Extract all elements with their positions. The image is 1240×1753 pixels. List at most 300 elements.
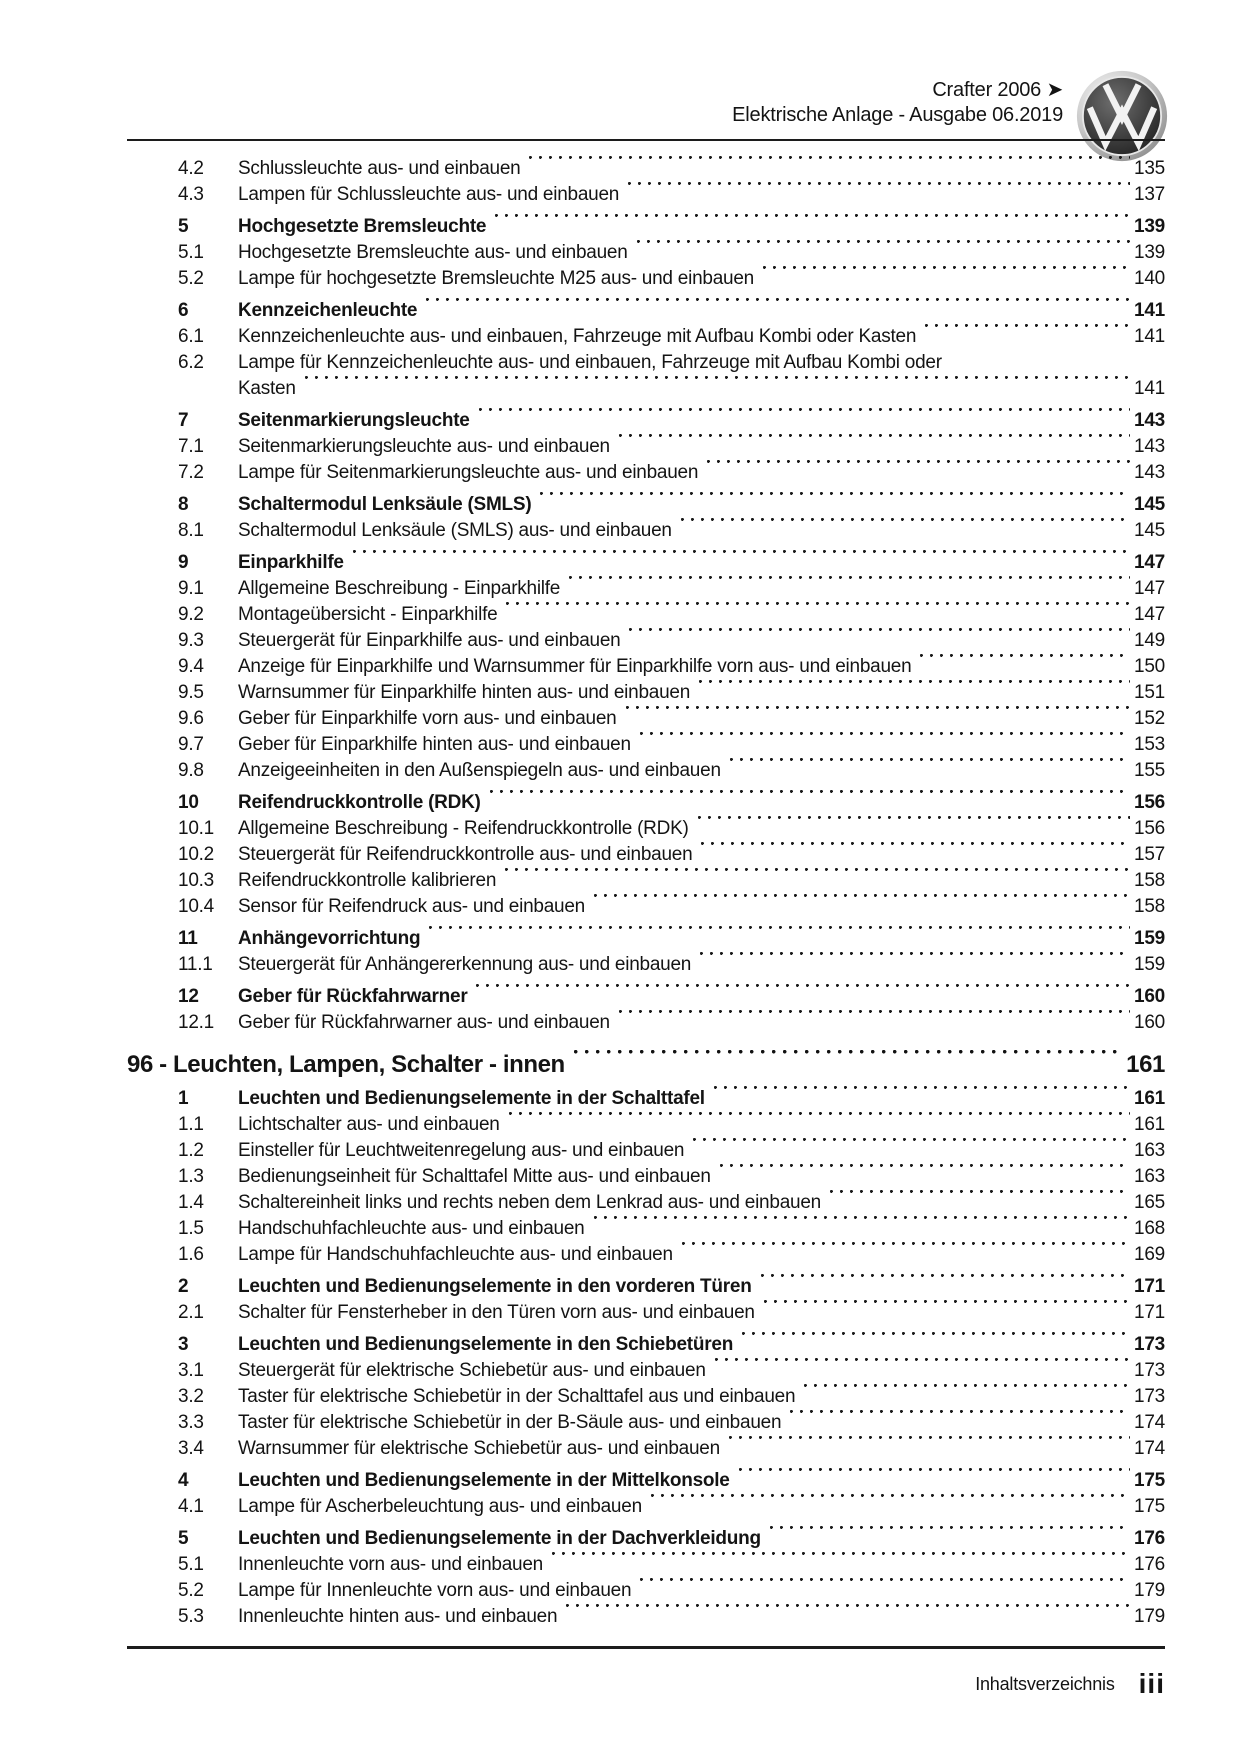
toc-entry-title: Lampe für Innenleuchte vorn aus- und einbauen [238,1580,632,1601]
toc-entry-number: 1.2 [178,1140,204,1161]
toc-entry-title-cont: Kasten [238,378,296,399]
toc-entry-title: Hochgesetzte Bremsleuchte [238,216,487,237]
dot-leader [830,1190,1130,1216]
dot-leader [761,1274,1131,1300]
toc-entry-body [238,1578,1165,1604]
toc-row [127,732,1165,758]
dot-leader [619,1010,1130,1036]
toc-entry-body [238,952,1165,978]
toc-entry-number: 1.3 [178,1166,204,1187]
toc-row [127,1358,1165,1384]
toc-entry-page: 173 [1134,1386,1165,1407]
toc-row [127,266,1165,292]
toc-entry-page: 141 [1134,378,1165,399]
toc-entry-number: 6.1 [178,326,204,347]
toc-entry-title: Handschuhfachleuchte aus- und einbauen [238,1218,585,1239]
toc-row [127,1436,1165,1462]
toc-entry-page: 176 [1134,1528,1165,1549]
toc-row [127,1274,1165,1300]
toc-entry-title: Montageübersicht - Einparkhilfe [238,604,498,625]
toc-entry-page: 169 [1134,1244,1165,1265]
toc-row [127,1164,1165,1190]
dot-leader [506,602,1130,628]
toc-entry-body [238,518,1165,544]
toc-entry-body [238,1494,1165,1520]
toc-entry-body [238,1384,1165,1410]
toc-entry-title: Lampe für Kennzeichenleuchte aus- und einbauen, Fahrzeuge mit Aufbau Kombi oder [238,352,942,373]
footer-page-number: iii [1138,1668,1165,1699]
toc-entry-number: 5 [178,1528,189,1549]
toc-entry-page: 159 [1134,928,1165,949]
toc-entry-body [238,926,1165,952]
toc-entry-body [238,350,1165,402]
dot-leader [353,550,1130,576]
toc-entry-title: Schaltereinheit links und rechts neben dem Lenkrad aus- und einbauen [238,1192,821,1213]
dot-leader [594,1216,1131,1242]
toc-entry-body [238,1164,1165,1190]
toc-row [127,680,1165,706]
toc-entry-title: Leuchten und Bedienungselemente in der Schalttafel [238,1088,705,1109]
footer-divider [127,1646,1165,1649]
toc-entry-page: 145 [1134,520,1165,541]
toc-entry-body [238,1436,1165,1462]
toc-entry-body [238,790,1165,816]
toc-entry-body [238,654,1165,680]
toc-entry-page: 156 [1134,792,1165,813]
toc-entry-page: 175 [1134,1470,1165,1491]
toc-entry-title: Lampe für Ascherbeleuchtung aus- und einbauen [238,1496,642,1517]
toc-entry-page: 147 [1134,552,1165,573]
toc-entry-number: 9.8 [178,760,204,781]
toc-entry-title: Schaltermodul Lenksäule (SMLS) aus- und einbauen [238,520,672,541]
toc-entry-number: 1.1 [178,1114,204,1135]
toc-entry-title: Allgemeine Beschreibung - Reifendruckkontrolle (RDK) [238,818,689,839]
toc-entry-body [238,1552,1165,1578]
toc-entry-page: 141 [1134,300,1165,321]
toc-entry-title: Leuchten und Bedienungselemente in den vorderen Türen [238,1276,752,1297]
toc-entry-title: Lichtschalter aus- und einbauen [238,1114,500,1135]
toc-entry-number: 3 [178,1334,189,1355]
toc-entry-title: Warnsummer für Einparkhilfe hinten aus- und einbauen [238,682,691,703]
toc-row [127,350,1165,402]
toc-entry-page: 163 [1134,1166,1165,1187]
toc-entry-number: 7.2 [178,462,204,483]
toc-entry-body [238,408,1165,434]
toc-entry-body [238,1216,1165,1242]
toc-entry-number: 10.4 [178,896,214,917]
toc-entry-page: 163 [1134,1140,1165,1161]
toc-entry-number: 9 [178,552,189,573]
toc-entry-body [238,1274,1165,1300]
dot-leader [540,492,1130,518]
toc-row [127,816,1165,842]
toc-entry-body [238,156,1165,182]
toc-entry-number: 7.1 [178,436,204,457]
toc-row [127,706,1165,732]
dot-leader [925,324,1130,350]
toc-entry-number: 12 [178,986,199,1007]
toc-row [127,492,1165,518]
toc-entry-title: Innenleuchte vorn aus- und einbauen [238,1554,543,1575]
dot-leader [804,1384,1130,1410]
toc-row [127,894,1165,920]
toc-entry-body [238,1242,1165,1268]
toc-entry-body [238,984,1165,1010]
dot-leader [566,1604,1130,1630]
toc-row [127,1526,1165,1552]
toc-entry-page: 174 [1134,1438,1165,1459]
toc-entry-page: 139 [1134,216,1165,237]
dot-leader [699,680,1130,706]
toc-entry-title: Geber für Rückfahrwarner [238,986,468,1007]
dot-leader [698,816,1130,842]
toc-entry-body [238,1468,1165,1494]
page-header [127,78,1063,128]
toc-entry-title: Geber für Rückfahrwarner aus- und einbauen [238,1012,610,1033]
toc-entry-page: 158 [1134,896,1165,917]
dot-leader [714,1086,1130,1112]
toc-entry-body [238,214,1165,240]
toc-entry-page: 151 [1134,682,1165,703]
toc-entry-number: 2 [178,1276,189,1297]
toc-entry-number: 1.5 [178,1218,204,1239]
header-model-line: Crafter 2006 ➤ [932,79,1063,101]
toc-entry-number: 4 [178,1470,189,1491]
toc-entry-title: 96 - Leuchten, Lampen, Schalter - innen [127,1051,565,1078]
toc-entry-title: Hochgesetzte Bremsleuchte aus- und einbauen [238,242,628,263]
toc-entry-page: 153 [1134,734,1165,755]
toc-row [127,790,1165,816]
toc-entry-page: 143 [1134,436,1165,457]
dot-leader [707,460,1130,486]
toc-entry-title: Warnsummer für elektrische Schiebetür aus- und einbauen [238,1438,720,1459]
toc-entry-page: 160 [1134,986,1165,1007]
toc-row [127,1138,1165,1164]
toc-chapter-row [127,1050,1165,1080]
dot-leader [628,182,1130,208]
toc-entry-body [238,706,1165,732]
toc-entry-number: 1.6 [178,1244,204,1265]
toc-entry-page: 168 [1134,1218,1165,1239]
toc-entry-body [238,434,1165,460]
toc-entry-number: 12.1 [178,1012,214,1033]
toc-list [127,156,1165,1630]
toc-entry-title: Steuergerät für elektrische Schiebetür aus- und einbauen [238,1360,706,1381]
toc-entry-page: 143 [1134,462,1165,483]
dot-leader [495,214,1130,240]
toc-entry-title: Seitenmarkierungsleuchte aus- und einbauen [238,436,610,457]
toc-entry-body [238,266,1165,292]
dot-leader [729,1436,1130,1462]
toc-entry-title: Schalter für Fensterheber in den Türen vorn aus- und einbauen [238,1302,755,1323]
toc-entry-body [238,576,1165,602]
toc-entry-body [238,842,1165,868]
toc-entry-page: 179 [1134,1606,1165,1627]
toc-row [127,1552,1165,1578]
toc-entry-page: 157 [1134,844,1165,865]
toc-entry-number: 3.2 [178,1386,204,1407]
toc-entry-title: Anhängevorrichtung [238,928,421,949]
toc-row [127,1086,1165,1112]
toc-row [127,1578,1165,1604]
dot-leader [790,1410,1130,1436]
toc-entry-body [238,758,1165,784]
toc-entry-title: Reifendruckkontrolle kalibrieren [238,870,497,891]
toc-row [127,654,1165,680]
toc-entry-body [238,1300,1165,1326]
toc-entry-number: 4.1 [178,1496,204,1517]
toc-entry-title: Einparkhilfe [238,552,344,573]
toc-entry-title: Lampe für Seitenmarkierungsleuchte aus- und einbauen [238,462,699,483]
toc-entry-body [238,240,1165,266]
toc-entry-number: 9.3 [178,630,204,651]
toc-entry-title: Leuchten und Bedienungselemente in den Schiebetüren [238,1334,734,1355]
toc-entry-body [238,1526,1165,1552]
toc-row [127,758,1165,784]
toc-entry-page: 140 [1134,268,1165,289]
dot-leader [715,1358,1130,1384]
toc-entry-number: 9.5 [178,682,204,703]
toc-row [127,408,1165,434]
dot-leader [509,1112,1130,1138]
toc-entry-body [238,602,1165,628]
toc-entry-number: 2.1 [178,1302,204,1323]
toc-entry-page: 171 [1134,1302,1165,1323]
toc-row [127,1332,1165,1358]
toc-entry-number: 9.7 [178,734,204,755]
dot-leader [479,408,1130,434]
dot-leader [640,1578,1130,1604]
toc-entry-title: Anzeigeeinheiten in den Außenspiegeln aus- und einbauen [238,760,721,781]
toc-row [127,1468,1165,1494]
toc-entry-body [238,1410,1165,1436]
dot-leader [701,842,1130,868]
toc-entry-title: Kennzeichenleuchte [238,300,418,321]
toc-entry-title: Steuergerät für Anhängererkennung aus- und einbauen [238,954,692,975]
toc-entry-page: 173 [1134,1360,1165,1381]
toc-entry-page: 159 [1134,954,1165,975]
toc-entry-body [238,1332,1165,1358]
dot-leader [770,1526,1130,1552]
toc-entry-page: 174 [1134,1412,1165,1433]
toc-entry-body [238,1086,1165,1112]
toc-row [127,156,1165,182]
toc-entry-page: 147 [1134,604,1165,625]
toc-row [127,842,1165,868]
toc-row [127,926,1165,952]
toc-entry-body [238,324,1165,350]
toc-entry-body [238,550,1165,576]
toc-row [127,298,1165,324]
dot-leader [764,1300,1130,1326]
dot-leader [626,706,1131,732]
toc-entry-page: 158 [1134,870,1165,891]
toc-entry-number: 10 [178,792,199,813]
toc-entry-body [238,460,1165,486]
toc-entry-number: 4.3 [178,184,204,205]
dot-leader [426,298,1130,324]
toc-entry-number: 9.4 [178,656,204,677]
toc-entry-continuation [238,376,1165,402]
toc-entry-body [238,1358,1165,1384]
dot-leader [730,758,1130,784]
toc-entry-page: 141 [1134,326,1165,347]
toc-entry-number: 5.2 [178,1580,204,1601]
toc-entry-title: Taster für elektrische Schiebetür in der Schalttafel aus und einbauen [238,1386,796,1407]
toc-entry-number: 4.2 [178,158,204,179]
dot-leader [700,952,1130,978]
toc-entry-page: 152 [1134,708,1165,729]
toc-row [127,550,1165,576]
toc-entry-body [238,1190,1165,1216]
toc-entry-body [238,1604,1165,1630]
toc-entry-title: Reifendruckkontrolle (RDK) [238,792,481,813]
dot-leader [569,576,1130,602]
toc-row [127,1384,1165,1410]
toc-entry-title: Sensor für Reifendruck aus- und einbauen [238,896,586,917]
dot-leader [429,926,1130,952]
toc-entry-page: 160 [1134,1012,1165,1033]
toc-entry-title: Anzeige für Einparkhilfe und Warnsummer für Einparkhilfe vorn aus- und einbauen [238,656,912,677]
dot-leader [742,1332,1130,1358]
toc-entry-body [238,732,1165,758]
toc-entry-body [238,894,1165,920]
dot-leader [637,240,1130,266]
vw-logo-icon [1076,70,1168,162]
toc-row [127,1216,1165,1242]
toc-entry-number: 10.3 [178,870,214,891]
toc-entry-title: Steuergerät für Einparkhilfe aus- und einbauen [238,630,621,651]
toc-row [127,1112,1165,1138]
toc-entry-title: Schaltermodul Lenksäule (SMLS) [238,494,532,515]
toc-entry-number: 1 [178,1088,189,1109]
toc-entry-title: Lampe für Handschuhfachleuchte aus- und einbauen [238,1244,673,1265]
toc-entry-title: Seitenmarkierungsleuchte [238,410,470,431]
toc-entry-page: 143 [1134,410,1165,431]
toc-row [127,1410,1165,1436]
toc-row [127,1494,1165,1520]
toc-entry-page: 145 [1134,494,1165,515]
toc-entry-body [238,680,1165,706]
toc-entry-page: 161 [1126,1051,1165,1078]
toc-entry-title: Taster für elektrische Schiebetür in der B-Säule aus- und einbauen [238,1412,782,1433]
toc-entry-title: Geber für Einparkhilfe vorn aus- und einbauen [238,708,617,729]
toc-entry-number: 9.2 [178,604,204,625]
toc-entry-number: 5.2 [178,268,204,289]
dot-leader [305,376,1130,402]
dot-leader [594,894,1130,920]
toc-row [127,460,1165,486]
toc-entry-title: Lampe für hochgesetzte Bremsleuchte M25 aus- und einbauen [238,268,754,289]
toc-entry-page: 137 [1134,184,1165,205]
toc-entry-title: Schlussleuchte aus- und einbauen [238,158,521,179]
toc-entry-body [238,182,1165,208]
toc-row [127,984,1165,1010]
footer-label: Inhaltsverzeichnis [975,1674,1115,1694]
toc-entry-title: Geber für Einparkhilfe hinten aus- und einbauen [238,734,631,755]
dot-leader [574,1050,1122,1080]
toc-entry-body [238,492,1165,518]
toc-row [127,434,1165,460]
dot-leader [651,1494,1130,1520]
dot-leader [529,156,1130,182]
toc-entry-body [238,1010,1165,1036]
toc-row [127,214,1165,240]
toc-entry-page: 135 [1134,158,1165,179]
dot-leader [720,1164,1130,1190]
toc-entry-page: 179 [1134,1580,1165,1601]
toc-entry-number: 11.1 [178,954,213,975]
toc-entry-body [238,1138,1165,1164]
toc-row [127,240,1165,266]
toc-entry-page: 176 [1134,1554,1165,1575]
toc-row [127,628,1165,654]
toc-entry-page: 147 [1134,578,1165,599]
toc-row [127,324,1165,350]
toc-entry-body [127,1050,1165,1080]
toc-entry-page: 165 [1134,1192,1165,1213]
toc-entry-page: 150 [1134,656,1165,677]
toc-entry-page: 139 [1134,242,1165,263]
toc-entry-page: 173 [1134,1334,1165,1355]
toc-row [127,952,1165,978]
toc-entry-number: 5.1 [178,1554,204,1575]
header-subtitle-line: Elektrische Anlage - Ausgabe 06.2019 [732,104,1063,126]
toc-entry-title: Kennzeichenleuchte aus- und einbauen, Fahrzeuge mit Aufbau Kombi oder Kasten [238,326,917,347]
toc-entry-number: 11 [178,928,198,949]
dot-leader [476,984,1130,1010]
toc-entry-number: 9.1 [178,578,204,599]
dot-leader [693,1138,1130,1164]
toc-entry-number: 8.1 [178,520,204,541]
toc-entry-body [238,1112,1165,1138]
toc-entry-number: 9.6 [178,708,204,729]
dot-leader [681,518,1130,544]
toc-entry-title: Lampen für Schlussleuchte aus- und einbauen [238,184,620,205]
dot-leader [552,1552,1130,1578]
header-divider [127,139,1165,141]
toc-entry-page: 171 [1134,1276,1165,1297]
dot-leader [629,628,1130,654]
toc-row [127,1604,1165,1630]
toc-entry-page: 161 [1134,1114,1165,1135]
toc-entry-page: 175 [1134,1496,1165,1517]
toc-row [127,1190,1165,1216]
toc-entry-number: 6.2 [178,352,204,373]
toc-entry-page: 156 [1134,818,1165,839]
toc-row [127,182,1165,208]
toc-entry-number: 10.2 [178,844,214,865]
toc-entry-title: Leuchten und Bedienungselemente in der Dachverkleidung [238,1528,761,1549]
toc-entry-title: Steuergerät für Reifendruckkontrolle aus- und einbauen [238,844,693,865]
toc-entry-number: 6 [178,300,189,321]
dot-leader [490,790,1130,816]
toc-entry-number: 3.1 [178,1360,204,1381]
toc-row [127,602,1165,628]
toc-row [127,576,1165,602]
toc-row [127,868,1165,894]
toc-entry-number: 1.4 [178,1192,204,1213]
toc-entry-body [238,816,1165,842]
toc-entry-number: 8 [178,494,189,515]
toc-entry-title: Innenleuchte hinten aus- und einbauen [238,1606,558,1627]
toc-entry-page: 149 [1134,630,1165,651]
toc-entry-number: 10.1 [178,818,214,839]
toc-entry-body [238,628,1165,654]
toc-row [127,1242,1165,1268]
toc-row [127,1300,1165,1326]
dot-leader [640,732,1130,758]
